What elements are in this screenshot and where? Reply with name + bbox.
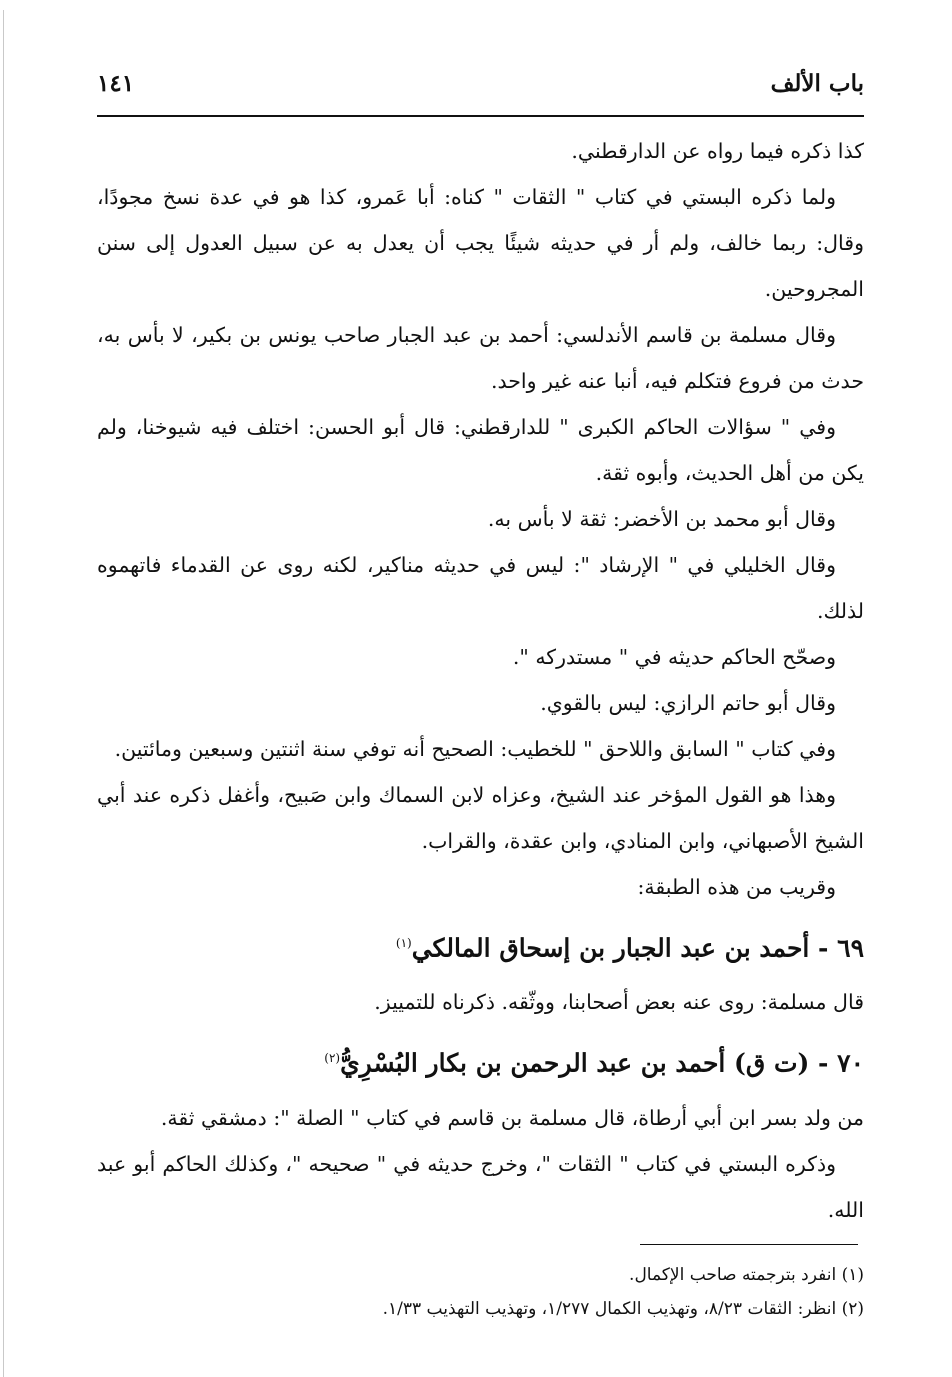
footnote-ref[interactable]: (١) xyxy=(395,936,412,950)
page-number: ١٤١ xyxy=(97,70,135,97)
paragraph: وصحّح الحاكم حديثه في " مستدركه ". xyxy=(512,645,836,669)
paragraph: وقريب من هذه الطبقة: xyxy=(637,875,836,899)
footnote-ref[interactable]: (٢) xyxy=(324,1051,341,1066)
paragraph: وقال أبو حاتم الرازي: ليس بالقوي. xyxy=(540,691,836,715)
paragraph: وفي " سؤالات الحاكم الكبرى " للدارقطني: قال أبو الحسن: اختلف فيه شيوخنا، ولم يكن من أهل الحديث، وأبوه ثقة. xyxy=(97,415,864,485)
footnote-separator xyxy=(640,1244,858,1245)
paragraph: ولما ذكره البستي في كتاب " الثقات " كناه: أبا عَمرو، كذا هو في عدة نسخ مجودًا، وقال: ربما خالف، ولم أر في حديثه شيئًا يجب أن يعدل به عن سبيل العدول إلى سنن المجروحين. xyxy=(97,185,864,301)
paragraph: وفي كتاب " السابق واللاحق " للخطيب: الصحيح أنه توفي سنة اثنتين وسبعين ومائتين. xyxy=(114,737,836,761)
paragraph: وقال أبو محمد بن الأخضر: ثقة لا بأس به. xyxy=(487,507,836,531)
entry-title: ٧٠ - (ت ق) أحمد بن عبد الرحمن بن بكار البُسْرِيُّ xyxy=(340,1048,864,1078)
scan-edge-line xyxy=(3,10,4,1377)
paragraph: وقال مسلمة بن قاسم الأندلسي: أحمد بن عبد الجبار صاحب يونس بن بكير، لا بأس به، حدث من فروع فتكلم فيه، أنبا عنه غير واحد. xyxy=(97,323,864,393)
footnote: (٢) انظر: الثقات ٨/٢٣، وتهذيب الكمال ١/٢٧٧، وتهذيب التهذيب ١/٣٣. xyxy=(382,1299,864,1319)
paragraph: من ولد بسر ابن أبي أرطاة، قال مسلمة بن قاسم في كتاب " الصلة ": دمشقي ثقة. xyxy=(160,1105,864,1130)
header-rule xyxy=(97,115,864,117)
paragraph: وقال الخليلي في " الإرشاد ": ليس في حديثه مناكير، لكنه روى عن القدماء فاتهموه لذلك. xyxy=(97,553,864,623)
entry-heading-69 xyxy=(97,918,864,973)
page-header xyxy=(97,70,864,110)
footnote: (١) انفرد بترجمته صاحب الإكمال. xyxy=(629,1265,864,1285)
footnotes xyxy=(97,1258,864,1326)
entry-title: ٦٩ - أحمد بن عبد الجبار بن إسحاق المالكي xyxy=(411,933,864,963)
chapter-title: باب الألف xyxy=(770,70,864,97)
main-text xyxy=(97,128,864,1233)
paragraph: وهذا هو القول المؤخر عند الشيخ، وعزاه لابن السماك وابن صَبيح، وأغفل ذكره عند أبي الشيخ الأصبهاني، وابن المنادي، وابن عقدة، والقراب. xyxy=(97,783,864,853)
paragraph: كذا ذكره فيما رواه عن الدارقطني. xyxy=(571,139,864,163)
entry-heading-70 xyxy=(97,1033,864,1088)
paragraph: وذكره البستي في كتاب " الثقات "، وخرج حديثه في " صحيحه "، وكذلك الحاكم أبو عبد الله. xyxy=(97,1151,864,1222)
paragraph: قال مسلمة: روى عنه بعض أصحابنا، ووثّقه. ذكرناه للتمييز. xyxy=(374,990,864,1015)
